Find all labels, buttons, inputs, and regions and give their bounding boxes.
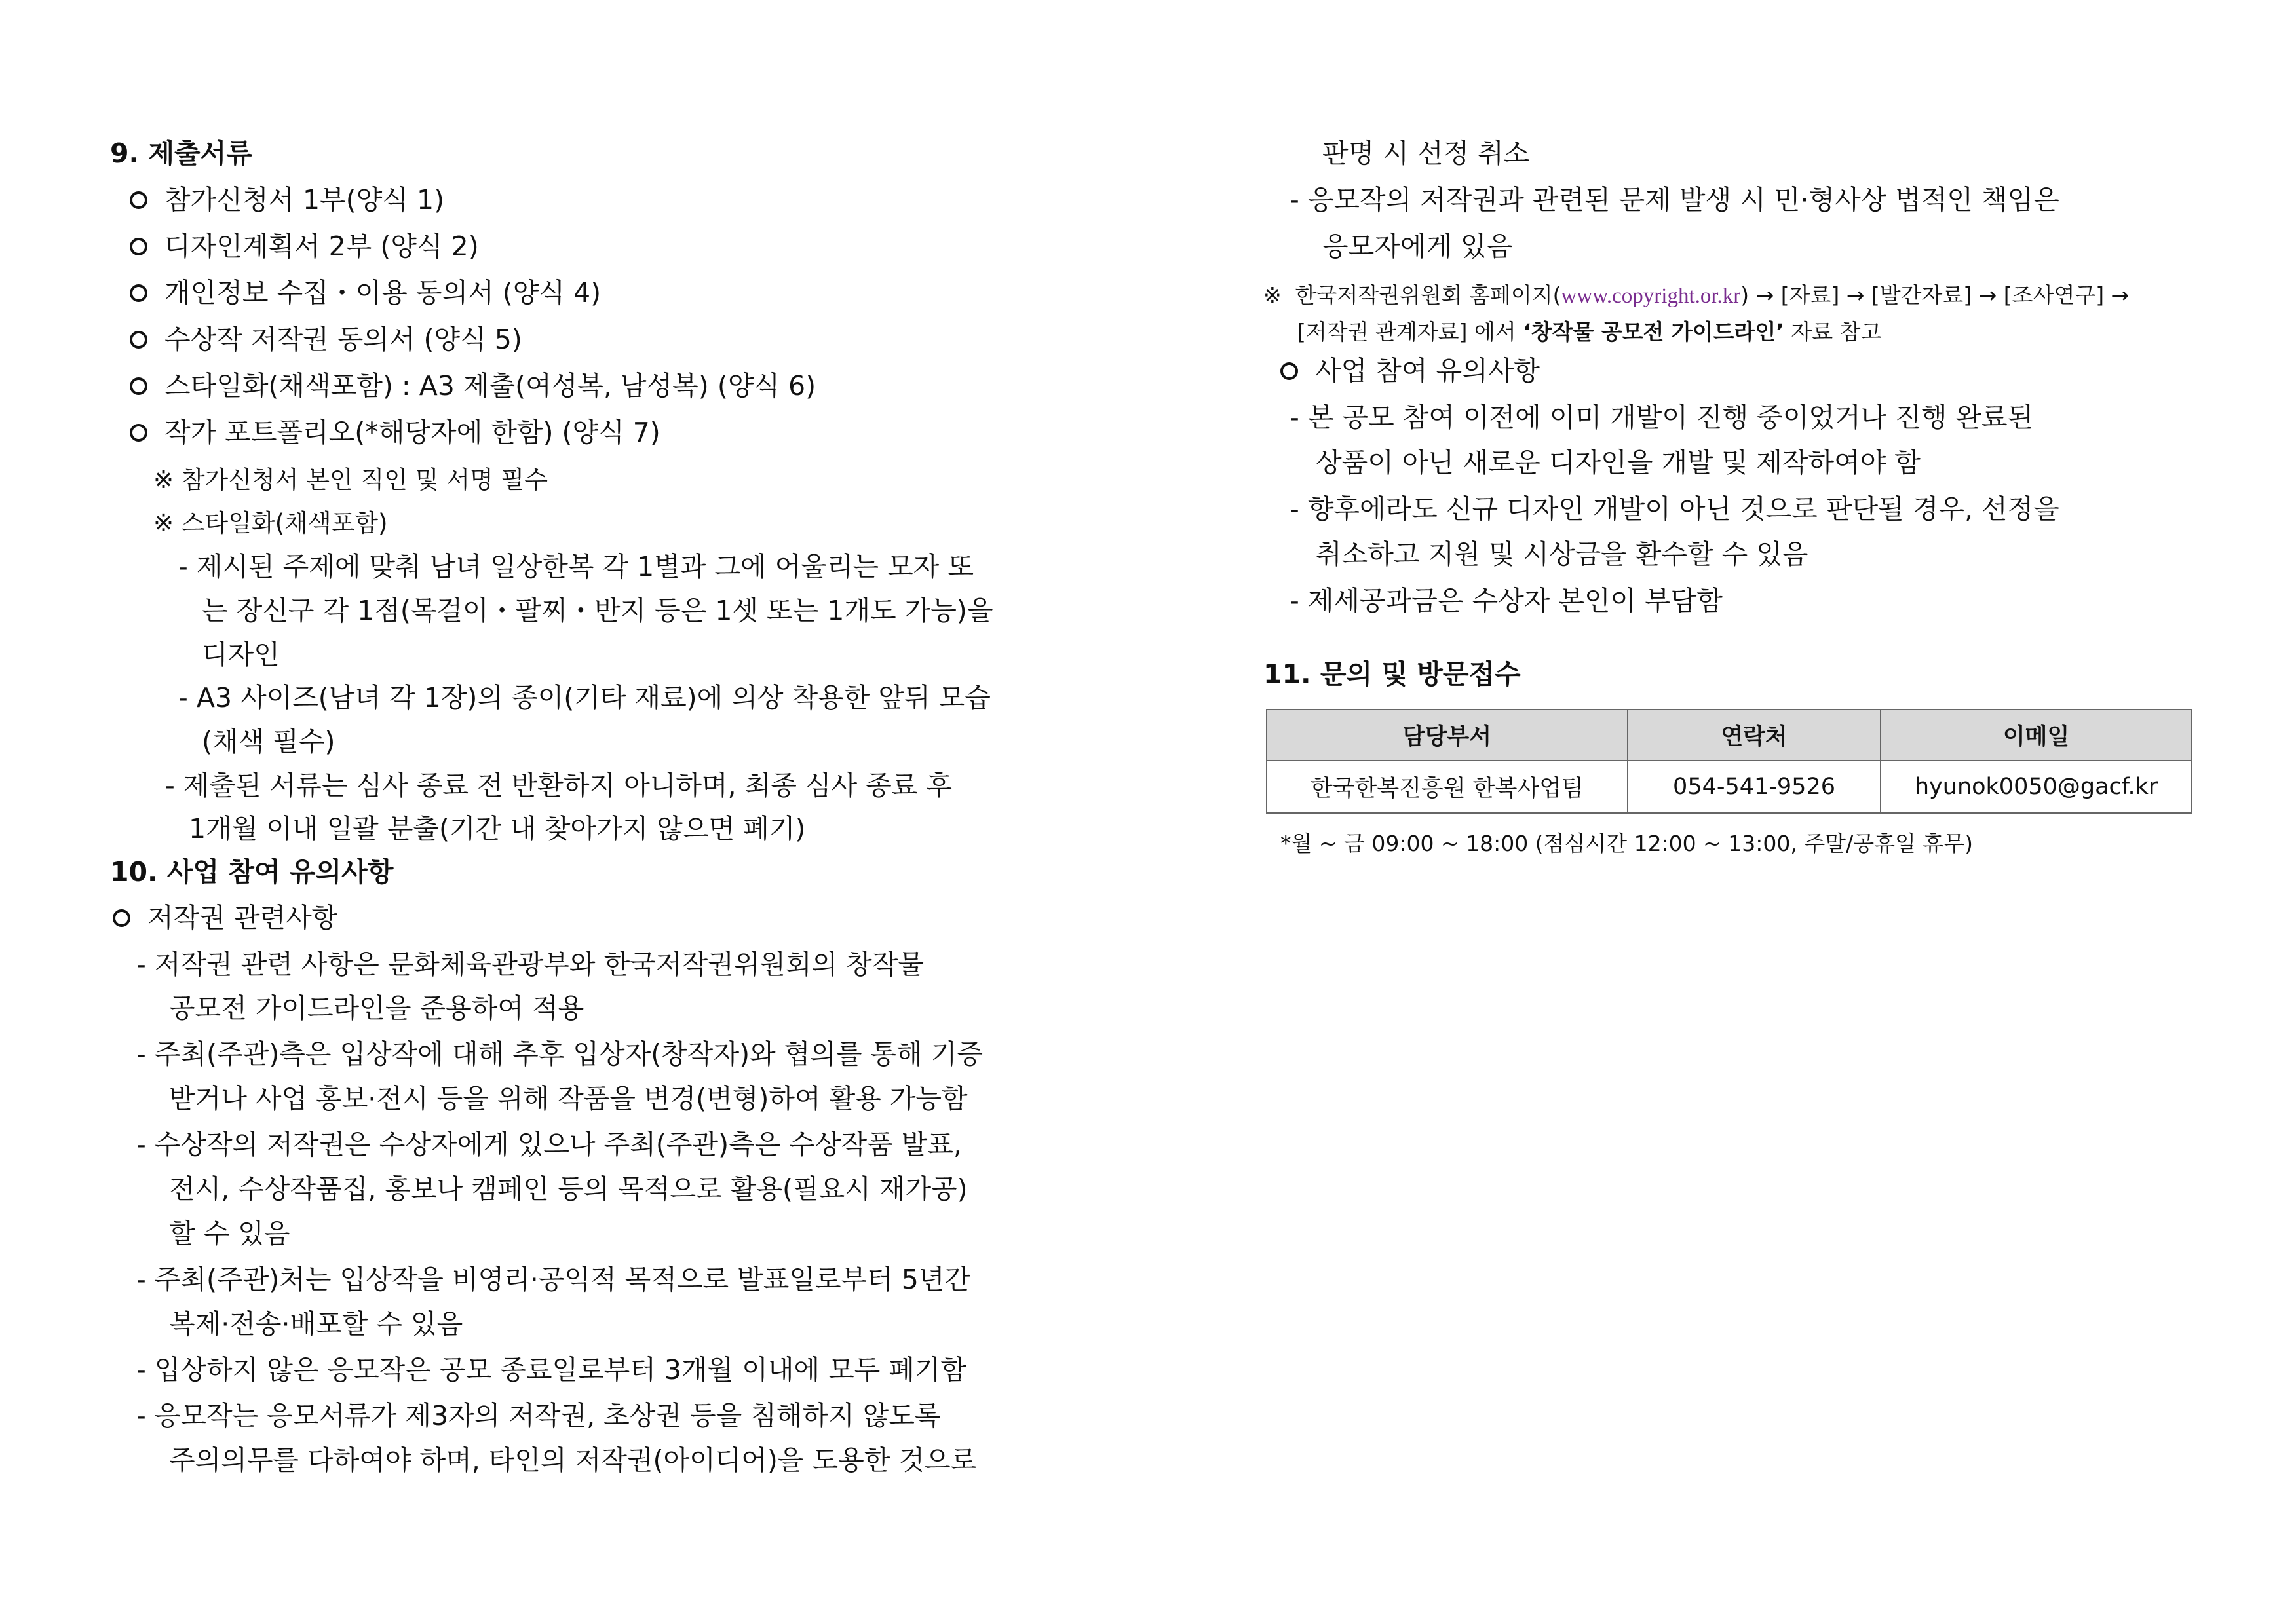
section9-title: 9. 제출서류 — [110, 138, 252, 169]
section9-item-4: 수상작 저작권 동의서 (양식 5) — [130, 318, 522, 356]
section9-detail-1-line-1: - 제시된 주제에 맞춰 남녀 일상한복 각 1별과 그에 어울리는 모자 또 — [178, 551, 974, 582]
participation-item-3-line-1: - 제세공과금은 수상자 본인이 부담함 — [1290, 585, 1723, 616]
copyright-item-1-line-2: 공모전 가이드라인을 준용하여 적용 — [169, 992, 584, 1024]
copyright-website-link[interactable]: www.copyright.or.kr — [1561, 284, 1741, 308]
copyright-item-3-line-3: 할 수 있음 — [169, 1218, 290, 1249]
section11-title: 11. 문의 및 방문접수 — [1263, 658, 1521, 690]
copyright-item-1-line-1: - 저작권 관련 사항은 문화체육관광부와 한국저작권위원회의 창작물 — [136, 949, 924, 980]
copyright-item-6-line-3: 판명 시 선정 취소 — [1322, 138, 1530, 169]
cell-email[interactable]: hyunok0050@gacf.kr — [1881, 761, 2192, 813]
participation-item-1-line-2: 상품이 아닌 새로운 디자인을 개발 및 제작하여야 함 — [1316, 447, 1921, 478]
circle-bullet-icon — [130, 424, 147, 442]
section9-note-2: ※ 스타일화(채색포함) — [153, 509, 388, 537]
copyright-item-6-line-2: 주의의무를 다하여야 하며, 타인의 저작권(아이디어)을 도용한 것으로 — [169, 1445, 977, 1476]
circle-bullet-icon — [1280, 362, 1298, 380]
participation-item-2-line-2: 취소하고 지원 및 시상금을 환수할 수 있음 — [1316, 538, 1808, 570]
copyright-item-2-line-2: 받거나 사업 홍보·전시 등을 위해 작품을 변경(변형)하여 활용 가능함 — [169, 1083, 968, 1114]
header-department: 담당부서 — [1267, 709, 1628, 761]
section9-item-2: 디자인계획서 2부 (양식 2) — [130, 225, 479, 263]
cell-department: 한국한복진흥원 한복사업팀 — [1267, 761, 1628, 813]
section9-detail-1-line-3: 디자인 — [202, 639, 280, 670]
circle-bullet-icon — [130, 191, 147, 209]
copyright-item-3-line-1: - 수상작의 저작권은 수상자에게 있으나 주최(주관)측은 수상작품 발표, — [136, 1129, 963, 1160]
copyright-item-5-line-1: - 입상하지 않은 응모작은 공모 종료일로부터 3개월 이내에 모두 폐기함 — [136, 1354, 967, 1386]
section9-item-5: 스타일화(채색포함) : A3 제출(여성복, 남성복) (양식 6) — [130, 364, 816, 403]
section9-item-6: 작가 포트폴리오(*해당자에 한함) (양식 7) — [130, 411, 660, 449]
copyright-item-7-line-1: - 응모작의 저작권과 관련된 문제 발생 시 민·형사상 법적인 책임은 — [1290, 184, 2059, 216]
copyright-item-4-line-2: 복제·전송·배포할 수 있음 — [169, 1308, 463, 1340]
section9-detail-1-line-2: 는 장신구 각 1점(목걸이・팔찌・반지 등은 1셋 또는 1개도 가능)을 — [202, 595, 993, 626]
contact-table-header-row — [1267, 709, 2192, 761]
reference-note-line-2: [저작권 관계자료] 에서 ‘창작물 공모전 가이드라인’ 자료 참고 — [1297, 319, 1882, 345]
section9-item-1: 참가신청서 1부(양식 1) — [130, 178, 444, 217]
section9-item-3: 개인정보 수집・이용 동의서 (양식 4) — [130, 271, 601, 310]
copyright-item-2-line-1: - 주최(주관)측은 입상작에 대해 추후 입상자(창작자)와 협의를 통해 기증 — [136, 1038, 984, 1070]
section10-subheading-copyright: 저작권 관련사항 — [113, 896, 337, 935]
participation-item-1-line-1: - 본 공모 참여 이전에 이미 개발이 진행 중이었거나 진행 완료된 — [1290, 402, 2034, 433]
section9-note-1: ※ 참가신청서 본인 직인 및 서명 필수 — [153, 466, 548, 494]
section9-detail-3-line-1: - 제출된 서류는 심사 종료 전 반환하지 아니하며, 최종 심사 종료 후 — [165, 770, 952, 801]
contact-table — [1266, 709, 2192, 814]
circle-bullet-icon — [130, 238, 147, 255]
circle-bullet-icon — [130, 331, 147, 349]
section9-detail-2-line-1: - A3 사이즈(남녀 각 1장)의 종이(기타 재료)에 의상 착용한 앞뒤 모습 — [178, 682, 991, 713]
section9-detail-2-line-2: (채색 필수) — [202, 726, 335, 757]
header-phone: 연락처 — [1628, 709, 1881, 761]
copyright-item-3-line-2: 전시, 수상작품집, 홍보나 캠페인 등의 목적으로 활용(필요시 재가공) — [169, 1173, 968, 1205]
table-row — [1267, 761, 2192, 813]
section9-detail-3-line-2: 1개월 이내 일괄 분출(기간 내 찾아가지 않으면 폐기) — [189, 813, 806, 844]
participation-item-2-line-1: - 향후에라도 신규 디자인 개발이 아닌 것으로 판단될 경우, 선정을 — [1290, 493, 2059, 525]
copyright-item-6-line-1: - 응모작는 응모서류가 제3자의 저작권, 초상권 등을 침해하지 않도록 — [136, 1400, 941, 1431]
circle-bullet-icon — [113, 909, 130, 927]
circle-bullet-icon — [130, 377, 147, 395]
circle-bullet-icon — [130, 284, 147, 302]
section10-subheading-participation: 사업 참여 유의사항 — [1280, 349, 1540, 388]
copyright-item-4-line-1: - 주최(주관)처는 입상작을 비영리·공익적 목적으로 발표일로부터 5년간 — [136, 1264, 971, 1295]
section10-title: 10. 사업 참여 유의사항 — [110, 856, 394, 888]
office-hours-note: *월 ~ 금 09:00 ~ 18:00 (점심시간 12:00 ~ 13:00, 주말/공휴일 휴무) — [1280, 831, 1974, 856]
cell-phone: 054-541-9526 — [1628, 761, 1881, 813]
copyright-item-7-line-2: 응모자에게 있음 — [1322, 231, 1513, 262]
reference-note-line-1: ※ 한국저작권위원회 홈페이지(www.copyright.or.kr) → [자료] → [발간자료] → [조사연구] → — [1263, 282, 2130, 308]
header-email: 이메일 — [1881, 709, 2192, 761]
